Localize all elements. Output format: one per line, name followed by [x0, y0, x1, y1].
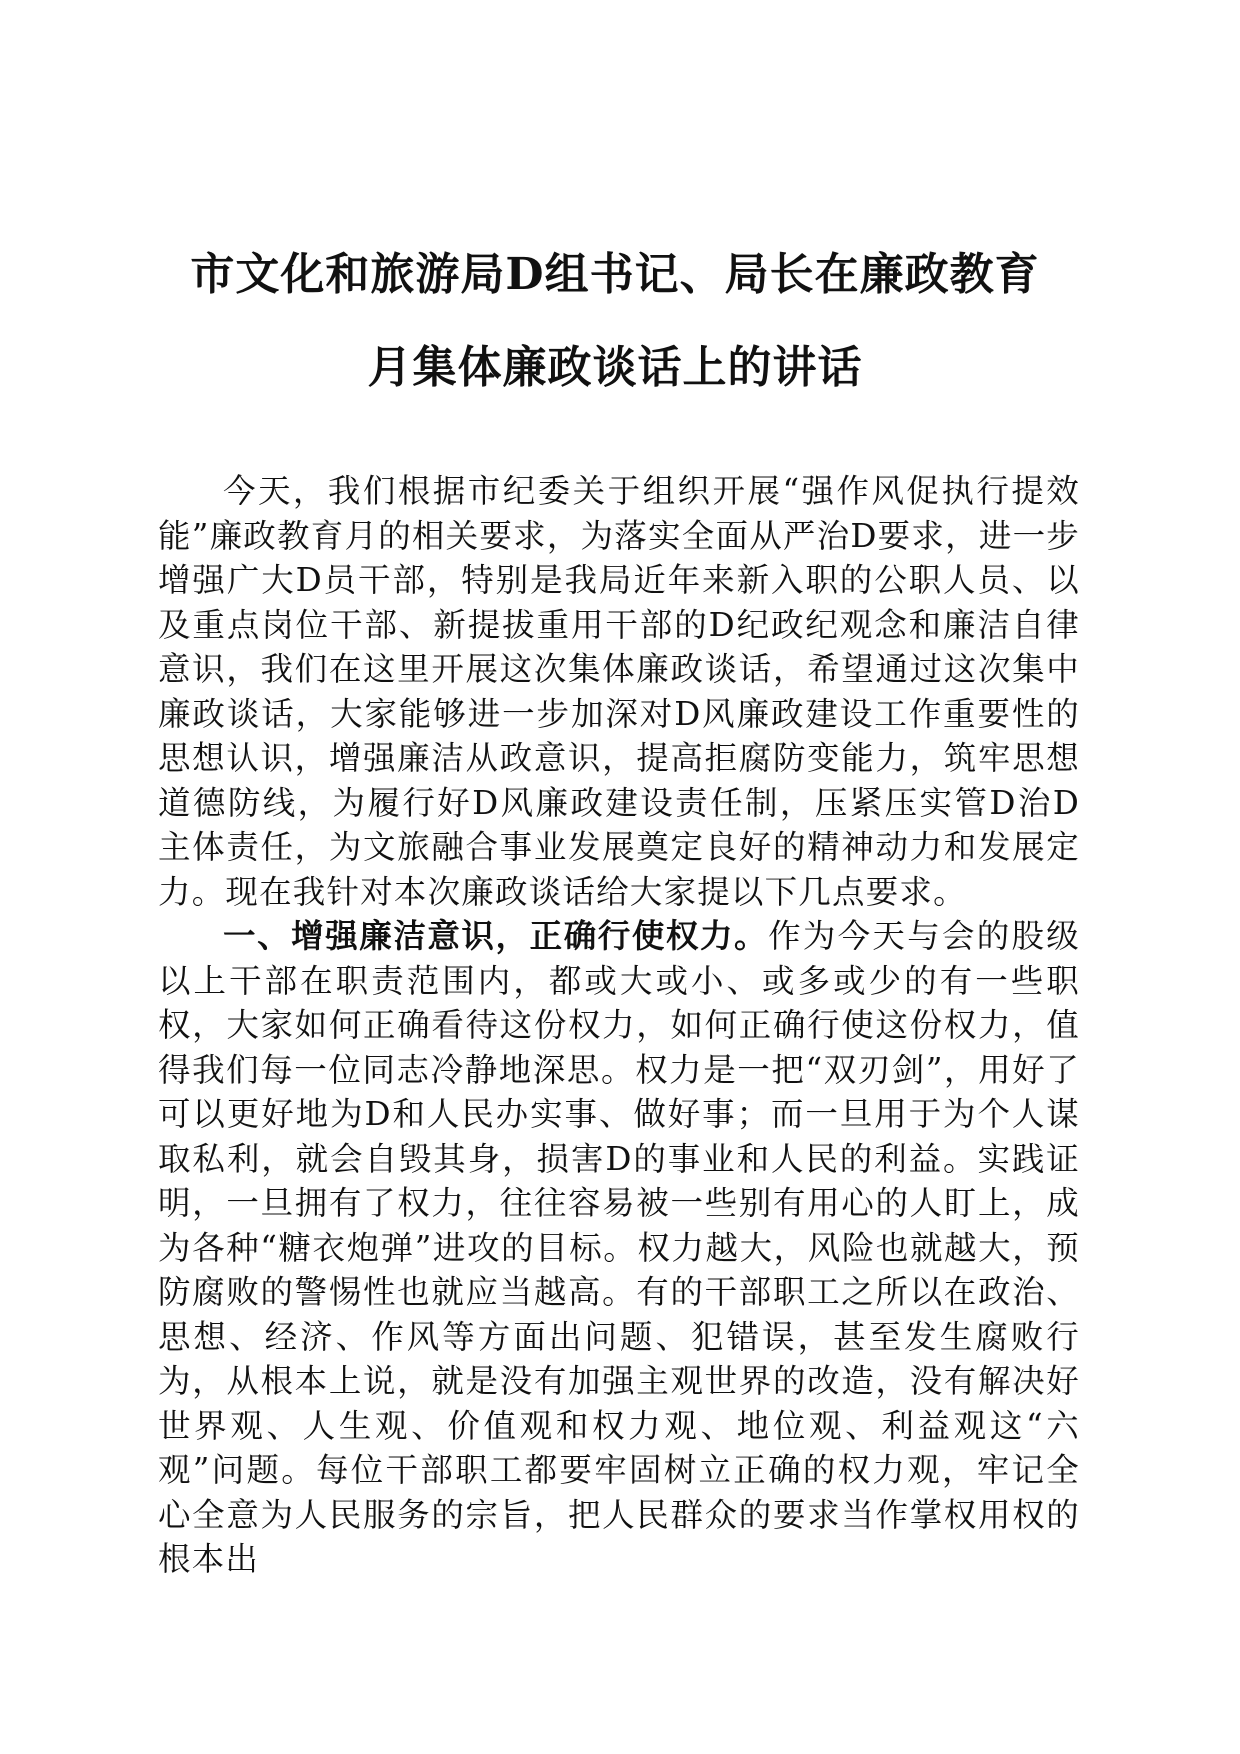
document-title: [150, 228, 1080, 414]
title-line-1: 市文化和旅游局D组书记、局长在廉政教育: [190, 249, 1040, 300]
section-1-heading: 一、增强廉洁意识，正确行使权力。: [223, 917, 769, 955]
paragraph-section-1: [158, 914, 1080, 1582]
paragraph-intro: [158, 469, 1080, 914]
paragraph-intro-text: 今天，我们根据市纪委关于组织开展“强作风促执行提效能”廉政教育月的相关要求，为落实全面从严治D要求，进一步增强广大D员干部，特别是我局近年来新入职的公职人员、以及重点岗位干部、新提拔重用干部的D纪政纪观念和廉洁自律意识，我们在这里开展这次集体廉政谈话，希望通过这次集中廉政谈话，大家能够进一步加深对D风廉政建设工作重要性的思想认识，增强廉洁从政意识，提高拒腐防变能力，筑牢思想道德防线，为履行好D风廉政建设责任制，压紧压实管D治D主体责任，为文旅融合事业发展奠定良好的精神动力和发展定力。现在我针对本次廉政谈话给大家提以下几点要求。: [158, 472, 1080, 911]
title-line-2: 月集体廉政谈话上的讲话: [367, 342, 863, 393]
document-body: [158, 469, 1080, 1582]
section-1-text: 作为今天与会的股级以上干部在职责范围内，都或大或小、或多或少的有一些职权，大家如何正确看待这份权力，如何正确行使这份权力，值得我们每一位同志冷静地深思。权力是一把“双刃剑”，用好了可以更好地为D和人民办实事、做好事；而一旦用于为个人谋取私利，就会自毁其身，损害D的事业和人民的利益。实践证明，一旦拥有了权力，往往容易被一些别有用心的人盯上，成为各种“糖衣炮弹”进攻的目标。权力越大，风险也就越大，预防腐败的警惕性也就应当越高。有的干部职工之所以在政治、思想、经济、作风等方面出问题、犯错误，甚至发生腐败行为，从根本上说，就是没有加强主观世界的改造，没有解决好世界观、人生观、价值观和权力观、地位观、利益观这“六观”问题。每位干部职工都要牢固树立正确的权力观，牢记全心全意为人民服务的宗旨，把人民群众的要求当作掌权用权的根本出: [158, 917, 1080, 1578]
